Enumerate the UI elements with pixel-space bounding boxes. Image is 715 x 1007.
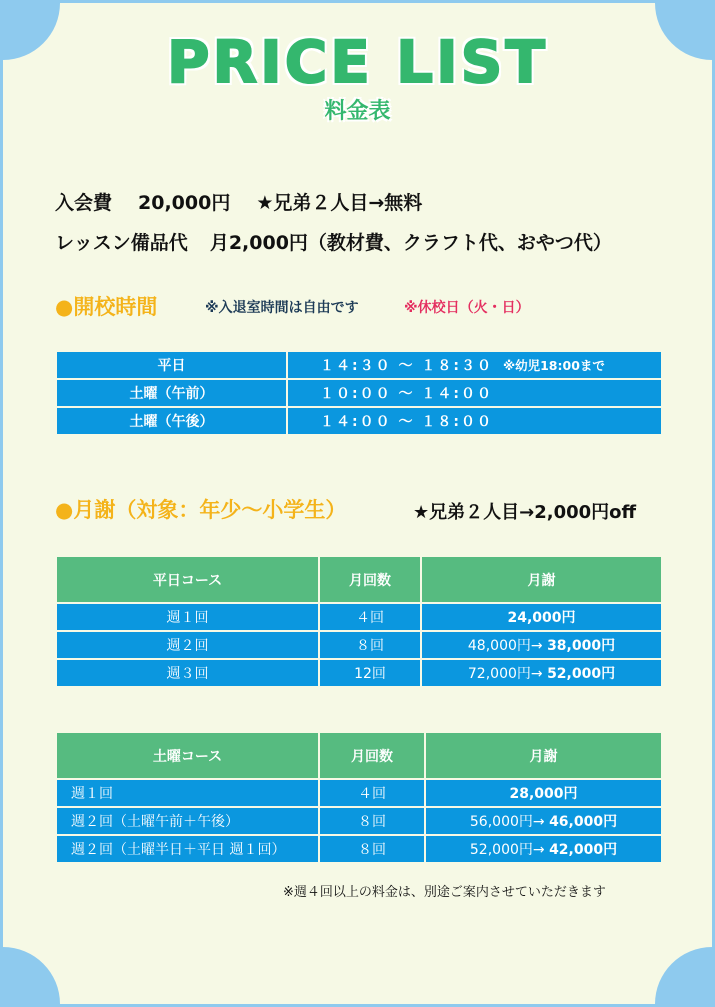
old-price: 48,000円→	[467, 638, 543, 654]
table-row	[57, 408, 661, 434]
new-price: 28,000円	[509, 786, 578, 802]
count-cell: ４回	[320, 604, 420, 630]
column-header: 月回数	[320, 557, 420, 602]
column-header: 月回数	[320, 733, 424, 778]
table-row	[57, 660, 661, 686]
price-cell	[426, 780, 661, 806]
tuition-sibling-note: ★兄弟２人目→2,000円off	[413, 502, 637, 523]
old-price: 56,000円→	[469, 814, 545, 830]
price-cell	[422, 632, 661, 658]
lesson-fee-amount: 月2,000円（教材費、クラフト代、おやつ代）	[209, 232, 612, 254]
hours-table	[55, 350, 663, 436]
hours-label: 土曜（午前）	[57, 380, 286, 406]
column-header: 月謝	[422, 557, 661, 602]
course-cell: 週３回	[57, 660, 318, 686]
table-row	[57, 632, 661, 658]
table-header-row	[57, 733, 661, 778]
hours-label: 土曜（午後）	[57, 408, 286, 434]
course-cell: 週１回	[57, 780, 318, 806]
table-row	[57, 808, 661, 834]
count-cell: ８回	[320, 808, 424, 834]
footnote: ※週４回以上の料金は、別途ご案内させていただきます	[283, 885, 606, 900]
entry-fee-amount: 20,000円	[138, 192, 231, 214]
page-subtitle: 料金表	[324, 99, 391, 124]
table-header-row	[57, 557, 661, 602]
course-cell: 週２回（土曜半日＋平日 週１回）	[57, 836, 318, 862]
column-header: 月謝	[426, 733, 661, 778]
new-price: 52,000円	[547, 666, 616, 682]
table-row	[57, 380, 661, 406]
course-cell: 週２回	[57, 632, 318, 658]
course-cell: 週１回	[57, 604, 318, 630]
price-cell	[422, 604, 661, 630]
table-row	[57, 780, 661, 806]
course-cell: 週２回（土曜午前＋午後）	[57, 808, 318, 834]
new-price: 24,000円	[507, 610, 576, 626]
hours-time: １４:００ ～ １８:００	[288, 408, 661, 434]
count-cell: ４回	[320, 780, 424, 806]
weekday-course-table	[55, 555, 663, 688]
old-price: 52,000円→	[469, 842, 545, 858]
price-cell	[426, 836, 661, 862]
hours-heading: ●開校時間	[55, 295, 158, 319]
entry-sibling-note: ★兄弟２人目→無料	[256, 192, 423, 214]
hours-time-value: １４:３０ ～ １８:３０	[320, 358, 493, 374]
price-cell	[422, 660, 661, 686]
new-price: 38,000円	[547, 638, 616, 654]
saturday-course-table	[55, 731, 663, 864]
entry-fee-label: 入会費	[55, 192, 113, 214]
table-row	[57, 604, 661, 630]
price-cell	[426, 808, 661, 834]
count-cell: ８回	[320, 836, 424, 862]
entry-fee-line	[55, 188, 422, 215]
count-cell: ８回	[320, 632, 420, 658]
hours-time: １０:００ ～ １４:００	[288, 380, 661, 406]
table-row	[57, 352, 661, 378]
new-price: 42,000円	[549, 842, 618, 858]
count-cell: 12回	[320, 660, 420, 686]
hours-note: ※入退室時間は自由です	[205, 300, 359, 316]
page-title: PRICE LIST	[166, 28, 548, 96]
hours-time	[288, 352, 661, 378]
tuition-heading: ●月謝（対象：年少～小学生）	[55, 498, 347, 522]
column-header: 土曜コース	[57, 733, 318, 778]
column-header: 平日コース	[57, 557, 318, 602]
lesson-fee-line	[55, 228, 612, 255]
old-price: 72,000円→	[467, 666, 543, 682]
table-row	[57, 836, 661, 862]
new-price: 46,000円	[549, 814, 618, 830]
lesson-fee-label: レッスン備品代	[55, 232, 188, 254]
hours-time-note: ※幼児18:00まで	[502, 358, 605, 373]
closed-days-note: ※休校日（火・日）	[404, 300, 530, 316]
hours-label: 平日	[57, 352, 286, 378]
